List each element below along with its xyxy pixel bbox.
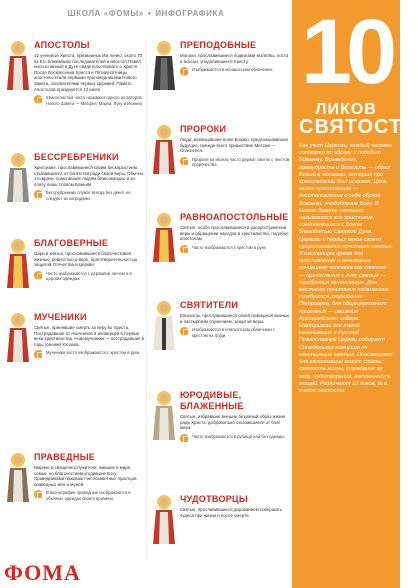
foma-logo: ФОМА [4,560,81,585]
card-text: Люди, возвещавшие волю Божию, предсказывавшие будущее, прежде всего пришествие Мессии — Спасителя. [180,137,289,154]
card-title: СВЯТИТЕЛИ [180,300,239,310]
card-text: 12 учеников Христа, призванных Им лично, около 70 из Его ближайших последователей и апостол Павел, ниспосланный в Духе свидетельствовать о Христе. После Воскресения Христа и Пятидесятницы апостолы стали первыми проповедниками Нового Завета, основателями первых Церквей. Память Апостолов празднуется 13 июля. [34,53,143,92]
saint-figure-icon [150,40,178,92]
card-title: БЛАГОВЕРНЫЕ [34,238,109,248]
saint-figure-icon [150,212,178,264]
card-note: Изображаются в монашеском облачении. [180,67,290,76]
card-unmercenaries [4,152,146,201]
card-venerable [150,40,290,76]
card-prophets [150,124,290,168]
card-righteous [4,452,146,501]
header-right: ИНФОГРАФИКА [155,8,225,18]
panel-title [299,101,418,138]
card-note: Часто изображаются с державой, мечом и в царских одеждах. [34,271,146,282]
saint-figure-icon [150,494,178,546]
card-title: ПРАВЕДНЫЕ [34,452,96,462]
card-title: ЮРОДИВЫЕ, БЛАЖЕННЫЕ [180,390,244,411]
card-title: АПОСТОЛЫ [34,40,90,50]
card-title: РАВНОАПОСТОЛЬНЫЕ [180,212,289,222]
card-title: БЕССРЕБРЕНИКИ [34,152,119,162]
saint-figure-icon [150,124,178,176]
card-note: Изображаются в епископском облачении с крестом на груди. [180,327,290,338]
card-title: ПРЕПОДОБНЫЕ [180,40,257,50]
big-number: 10 [300,1,392,103]
card-title: МУЧЕНИКИ [34,312,87,322]
saint-figure-icon [4,238,32,290]
card-faithful [4,238,146,282]
info-icon [180,67,189,76]
saint-figure-icon [150,300,178,352]
header-left: ШКОЛА «ФОМЫ» [67,8,144,18]
card-title: ЧУДОТВОРЦЫ [180,494,249,504]
card-hierarchs [150,300,290,338]
card-text: Святые, принявшие смерть за веру во Христа. Пострадавшие от язычников и иноверцев в первые века христианства. Новомученики — пострадавшие в годы гонений XX века. [34,325,145,347]
info-icon [180,157,189,166]
card-equal-to-apostles [150,212,290,254]
card-note: Бессребреники служат всегда без денег, не следуют за наградами. [34,190,146,201]
card-text: Епископы, прославившиеся своей праведной жизнью и пастырским служением, защитой веры. [180,313,290,324]
card-text: Святые, прославившиеся дарованием совершать чудеса при жизни и после смерти. [180,507,282,518]
card-apostles [4,40,146,106]
info-icon [180,245,189,254]
panel-intro: Как учит Церковь, каждый человек сотворен по образу и подобию Божьему. Всеведение, премудрость и благость — образ Божий в человеке, который при грехопадении был искажен. Цель жизни христианина — восстановление в себе образа Божьего, уподобление Богу. В Новом Завете святыми называются все христиане, соединившиеся с Богом благодатью Святого Духа. Церковь с первых веков своего существования почитает святых. В настоящее время для прославления и почитания почившего человека как святого — причисления к лику святых — требуется канонизация. Для местного почитания подвижника требуется разрешение Патриарха, для общецерковного признания — решение Архиерейского собора. Материалы для такой канонизации в Русской Православной Церкви собирает Синодальная комиссия по канонизации святых. Основаниями для канонизации могут стать: святость жизни, страдание за веру, чудотворения, нетленность мощей. Различают 10 ликов, т.е. типов святости. [299,143,393,394]
card-text: Миряне и священнослужители, жившие в мире, семье, но благочестием угодившие Богу. Праведниками называют ветхозаветных праотцов, праведных жен и мужей. [34,465,138,487]
right-panel [292,0,418,588]
card-text: Цари и князья, прославившиеся благочестивой жизнью, ревностью о вере, благотворительностью, защитой Отечества и Церкви. [34,251,139,268]
info-icon [34,190,43,199]
card-note: Мученики часто изображаются с крестом в руке. [34,350,146,359]
saint-figure-icon [4,40,32,92]
info-icon [34,350,43,359]
info-icon [180,434,189,443]
info-icon [34,490,43,499]
saint-figure-icon [4,312,32,364]
card-wonderworkers [150,494,290,518]
card-note: Часто изображаются в рубище или без одежды. [180,434,290,443]
page-header [0,0,292,26]
card-text: Святые, избравшие внешне безумный образ жизни ради Христа, добровольно отказавшиеся от благ мира. [180,414,285,431]
column-divider [146,40,147,560]
info-icon [180,327,189,336]
info-icon [34,271,43,280]
card-note: Евангелистом часто называют одного из авторов Нового Завета — Матфея, Марка, Луку и Иоанна. [34,95,146,106]
card-note: Пророки на иконах часто держат свиток с текстом пророчества. [180,157,290,168]
card-martyrs [4,312,146,359]
card-text: Монахи, прославившиеся подвигами молитвы, поста и аскезы, уподобившиеся Христу. [180,53,289,64]
card-text: Христиане, прославившиеся своим бескорыстием, отказавшиеся от богатства ради своей веры. Обычно это врачи, помогавшие людям безвозмездно и за плату лишь словом Божьим. [34,165,144,187]
card-note: В иконографии праведные изображаются в обычных одеждах своего времени. [34,490,146,501]
panel-title-line2: СВЯТОСТИ [299,116,418,138]
card-title: ПРОРОКИ [180,124,227,134]
header-separator: • [147,8,152,18]
saint-figure-icon [4,452,32,504]
saint-figure-icon [150,390,178,442]
card-holy-fools [150,390,290,443]
card-note: Часто изображаются с крестом в руке. [180,245,290,254]
info-icon [34,95,43,104]
card-text: Святые, особо прославившиеся в распространении веры и обращении народов в христианство, подобно апостолам. [180,225,289,242]
saint-figure-icon [4,152,32,204]
panel-title-line1: ЛИКОВ [315,101,377,118]
